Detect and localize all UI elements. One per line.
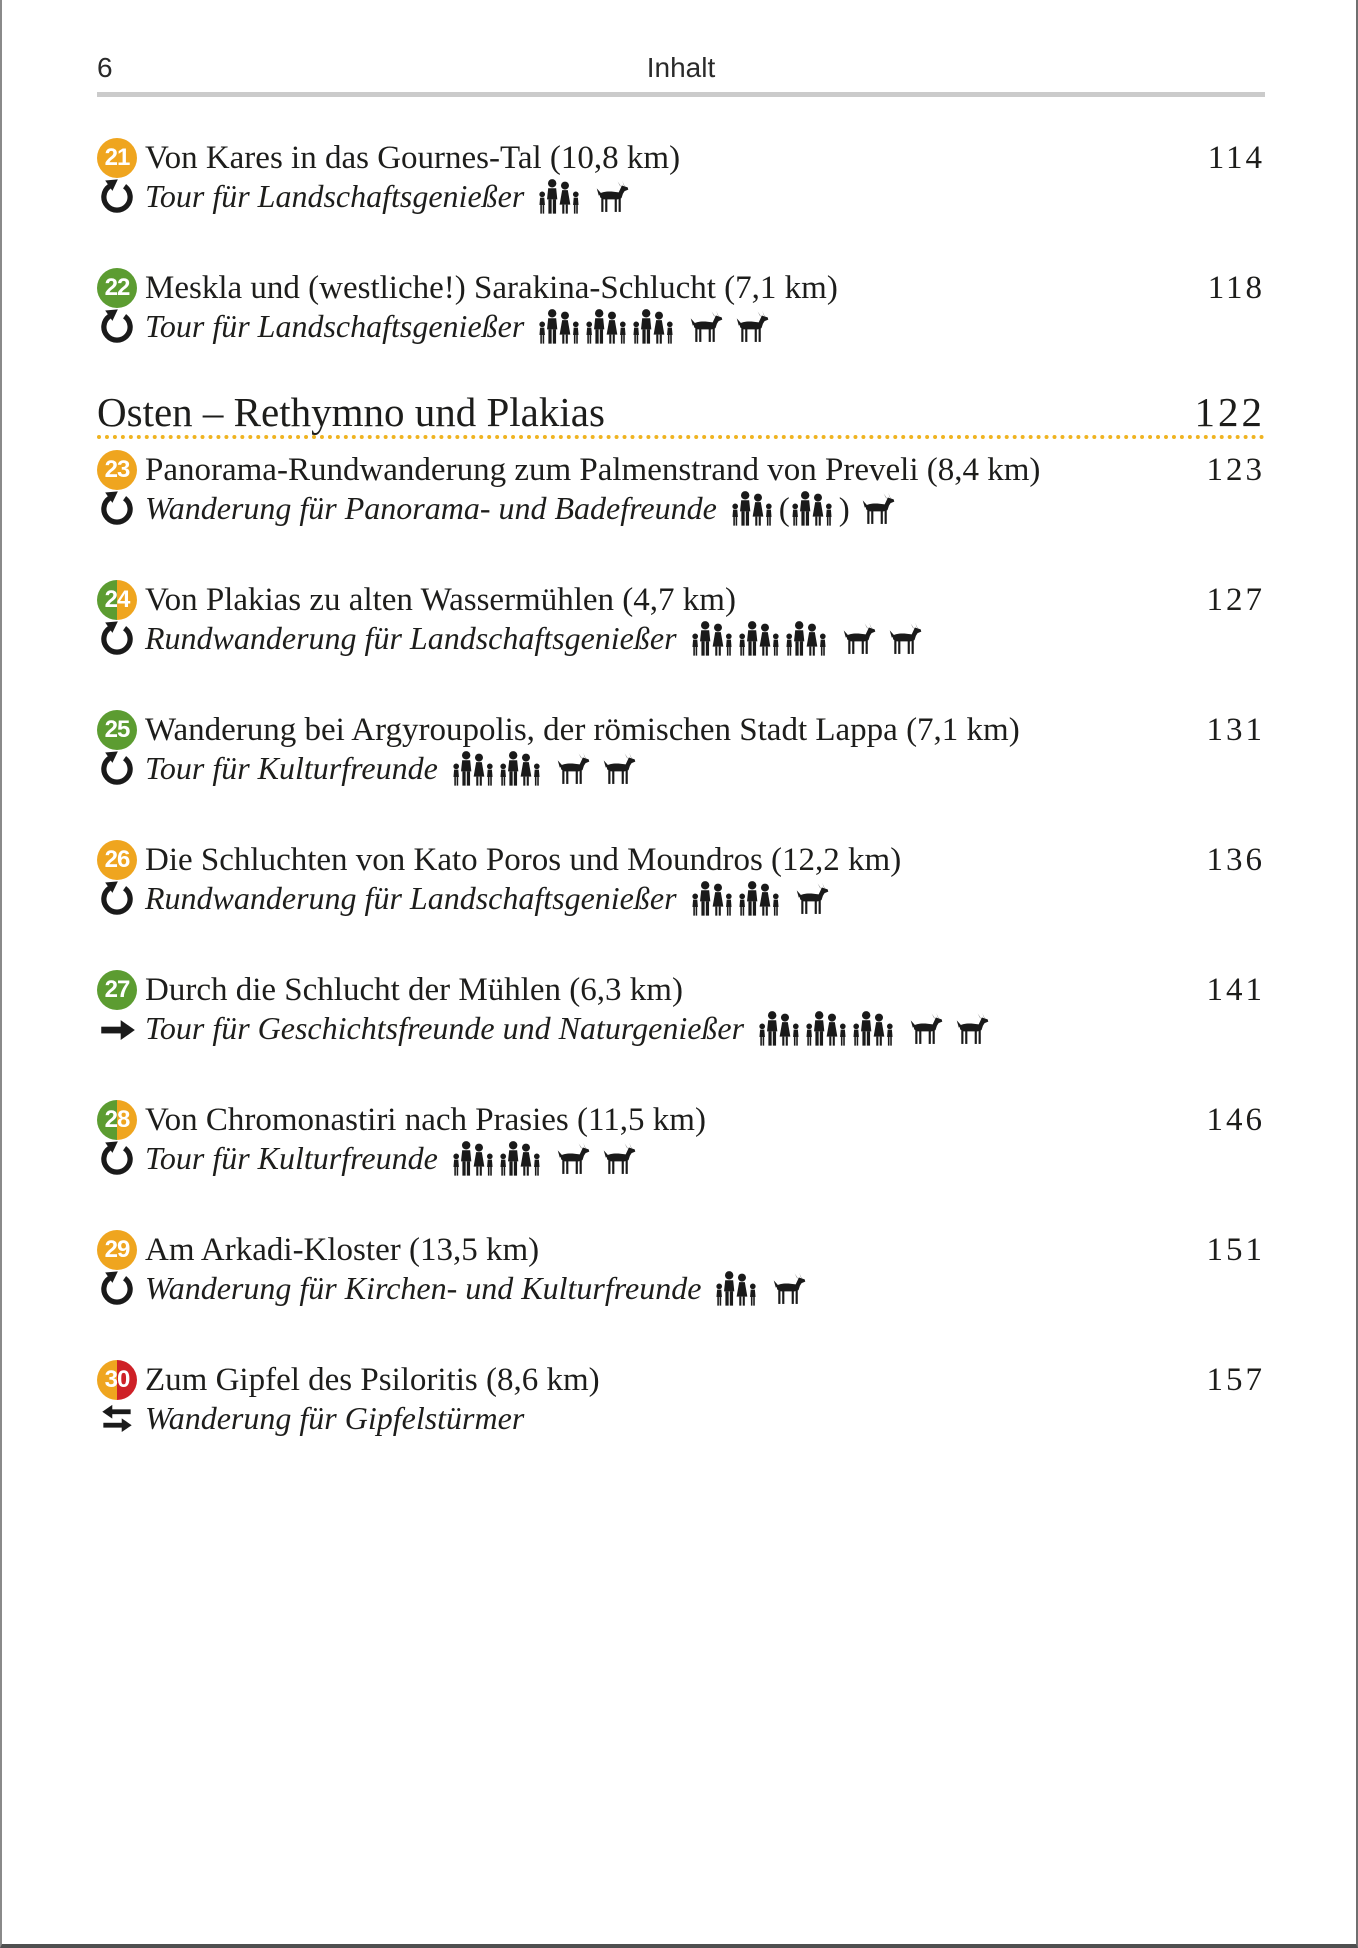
difficulty-icons	[452, 1140, 638, 1177]
family-icon	[785, 620, 827, 656]
tour-title: Von Chromonastiri nach Prasies (11,5 km)	[145, 1102, 706, 1138]
tour-number-badge: 21	[97, 138, 137, 178]
family-icon	[691, 620, 733, 656]
tour-number-badge: 23	[97, 450, 137, 490]
toc-entry	[97, 581, 1265, 657]
section-page-number: 122	[1194, 389, 1265, 435]
circular-route-icon	[97, 488, 137, 530]
toc-entry	[97, 711, 1265, 787]
goat-icon	[840, 623, 878, 656]
family-icon-optional	[791, 490, 833, 526]
page-number: 6	[97, 52, 113, 83]
tour-description-line	[143, 1399, 1265, 1437]
difficulty-icons	[731, 490, 897, 527]
toc-entry	[97, 1101, 1265, 1177]
tour-title: Von Kares in das Gournes-Tal (10,8 km)	[145, 140, 681, 176]
header-rule	[97, 92, 1265, 97]
difficulty-icons	[715, 1270, 808, 1307]
circular-route-icon	[97, 618, 137, 660]
entries-before-section	[97, 139, 1265, 345]
tour-description-line	[143, 307, 1265, 345]
family-icon	[499, 1140, 541, 1176]
tour-page-number: 146	[1206, 1101, 1265, 1138]
goat-icon	[593, 181, 631, 214]
family-icon	[715, 1270, 757, 1306]
tour-number-badge: 29	[97, 1230, 137, 1270]
tour-description-line	[143, 1139, 1265, 1177]
tour-description: Wanderung für Kirchen- und Kulturfreunde	[145, 1270, 702, 1306]
difficulty-icons	[691, 620, 924, 657]
tour-description: Tour für Geschichtsfreunde und Naturgenießer	[145, 1010, 745, 1046]
toc-entry	[97, 139, 1265, 215]
family-icon	[731, 490, 773, 526]
tour-title: Zum Gipfel des Psiloritis (8,6 km)	[145, 1362, 600, 1398]
tour-page-number: 151	[1206, 1231, 1265, 1268]
tour-title: Die Schluchten von Kato Poros und Moundros (12,2 km)	[145, 842, 902, 878]
family-icon	[805, 1010, 847, 1046]
circular-route-icon	[97, 748, 137, 790]
family-icon	[738, 880, 780, 916]
parenthesis: (	[778, 492, 790, 528]
one-way-route-icon	[97, 1008, 137, 1050]
out-and-back-route-icon	[97, 1398, 137, 1440]
section-title: Osten – Rethymno und Plakias	[97, 389, 605, 435]
goat-icon	[770, 1273, 808, 1306]
tour-description-line	[143, 879, 1265, 917]
tour-page-number: 123	[1206, 451, 1265, 488]
difficulty-icons	[538, 308, 771, 345]
circular-route-icon	[97, 878, 137, 920]
tour-description: Rundwanderung für Landschaftsgenießer	[145, 620, 677, 656]
goat-icon	[554, 753, 592, 786]
tour-title: Wanderung bei Argyroupolis, der römischen Stadt Lappa (7,1 km)	[145, 712, 1020, 748]
tour-description-line	[143, 1009, 1265, 1047]
family-icon	[691, 880, 733, 916]
tour-number-badge: 27	[97, 970, 137, 1010]
circular-route-icon	[97, 1268, 137, 1310]
section-heading	[97, 389, 1265, 439]
tour-description-line	[143, 489, 1265, 527]
tour-number-badge: 22	[97, 268, 137, 308]
tour-description: Rundwanderung für Landschaftsgenießer	[145, 880, 677, 916]
tour-description: Tour für Landschaftsgenießer	[145, 178, 525, 214]
tour-title: Von Plakias zu alten Wassermühlen (4,7 km)	[145, 582, 736, 618]
tour-description-line	[143, 619, 1265, 657]
tour-page-number: 127	[1206, 581, 1265, 618]
family-icon	[632, 308, 674, 344]
tour-description-line	[143, 749, 1265, 787]
toc-entry	[97, 971, 1265, 1047]
goat-icon	[600, 1143, 638, 1176]
tour-number-badge: 25	[97, 710, 137, 750]
difficulty-icons	[538, 178, 631, 215]
tour-page-number: 141	[1206, 971, 1265, 1008]
tour-page-number: 157	[1206, 1361, 1265, 1398]
family-icon	[758, 1010, 800, 1046]
family-icon	[852, 1010, 894, 1046]
toc-entry	[97, 1231, 1265, 1307]
goat-icon	[886, 623, 924, 656]
tour-page-number: 118	[1207, 269, 1265, 306]
tour-description: Wanderung für Panorama- und Badefreunde	[145, 490, 717, 526]
circular-route-icon	[97, 306, 137, 348]
difficulty-icons	[452, 750, 638, 787]
tour-title: Panorama-Rundwanderung zum Palmenstrand von Preveli (8,4 km)	[145, 452, 1041, 488]
tour-description: Wanderung für Gipfelstürmer	[145, 1400, 525, 1436]
toc-entry	[97, 841, 1265, 917]
circular-route-icon	[97, 1138, 137, 1180]
tour-page-number: 114	[1207, 139, 1265, 176]
difficulty-icons	[758, 1010, 991, 1047]
tour-number-badge: 24	[97, 580, 137, 620]
goat-icon	[859, 493, 897, 526]
family-icon	[538, 308, 580, 344]
entries-after-section	[97, 451, 1265, 1437]
tour-description: Tour für Landschaftsgenießer	[145, 308, 525, 344]
tour-description-line	[143, 1269, 1265, 1307]
toc-entry	[97, 269, 1265, 345]
family-icon	[452, 1140, 494, 1176]
tour-description-line	[143, 177, 1265, 215]
difficulty-icons	[691, 880, 831, 917]
tour-number-badge: 28	[97, 1100, 137, 1140]
goat-icon	[953, 1013, 991, 1046]
tour-page-number: 136	[1206, 841, 1265, 878]
page-header	[97, 0, 1265, 84]
goat-icon	[554, 1143, 592, 1176]
goat-icon	[687, 311, 725, 344]
family-icon	[738, 620, 780, 656]
family-icon	[585, 308, 627, 344]
parenthesis: )	[838, 492, 850, 528]
family-icon	[452, 750, 494, 786]
tour-description: Tour für Kulturfreunde	[145, 750, 438, 786]
goat-icon	[793, 883, 831, 916]
goat-icon	[733, 311, 771, 344]
family-icon	[538, 178, 580, 214]
page-header-title: Inhalt	[646, 52, 716, 83]
tour-title: Durch die Schlucht der Mühlen (6,3 km)	[145, 972, 683, 1008]
tour-title: Am Arkadi-Kloster (13,5 km)	[145, 1232, 540, 1268]
circular-route-icon	[97, 176, 137, 218]
goat-icon	[600, 753, 638, 786]
goat-icon	[907, 1013, 945, 1046]
tour-number-badge: 30	[97, 1360, 137, 1400]
tour-number-badge: 26	[97, 840, 137, 880]
tour-description: Tour für Kulturfreunde	[145, 1140, 438, 1176]
family-icon	[499, 750, 541, 786]
toc-entry	[97, 451, 1265, 527]
tour-title: Meskla und (westliche!) Sarakina-Schlucht (7,1 km)	[145, 270, 838, 306]
toc-content	[97, 0, 1265, 1437]
tour-page-number: 131	[1206, 711, 1265, 748]
toc-entry	[97, 1361, 1265, 1437]
